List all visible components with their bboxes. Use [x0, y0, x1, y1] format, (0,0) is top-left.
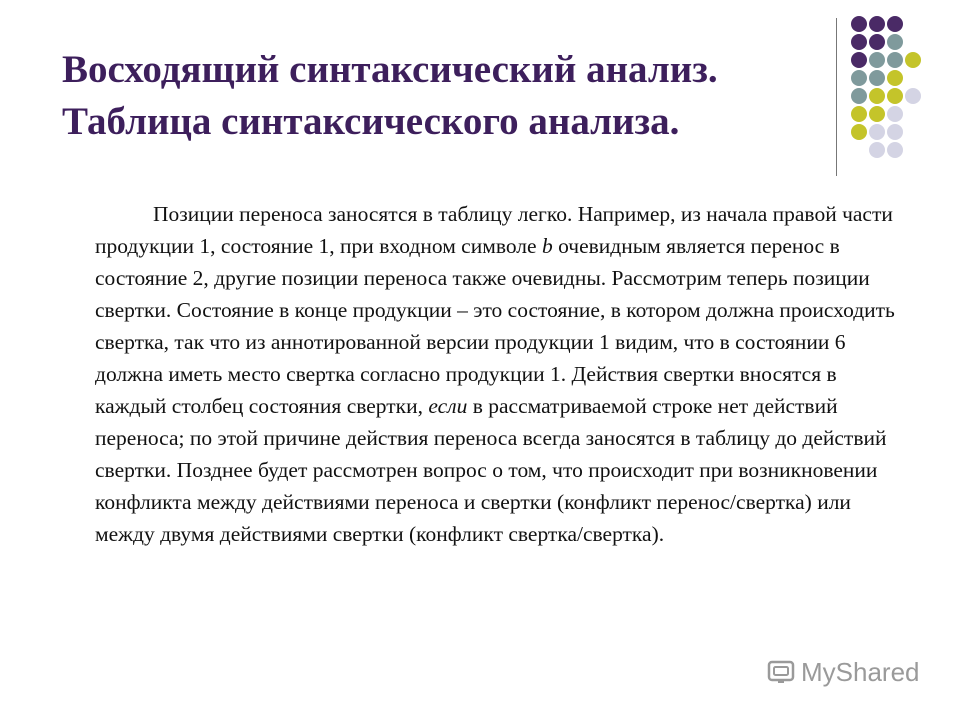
- decor-dot: [887, 142, 903, 158]
- decor-dot: [851, 34, 867, 50]
- decor-dot: [887, 16, 903, 32]
- body-part-3: в рассматриваемой строке нет действий переноса; по этой причине действия переноса всегда заносятся в таблицу до действий свертки. Позднее будет рассмотрен вопрос о том, что происходит при возникновении конфликта между действиями переноса и свертки (конфликт перенос/свертка) или между двумя действиями свертки (конфликт свертка/свертка).: [95, 394, 887, 546]
- slide-title-line-2: Таблица синтаксического анализа.: [62, 100, 680, 143]
- decor-dot: [887, 88, 903, 104]
- decor-dot: [887, 124, 903, 140]
- decor-dot: [869, 34, 885, 50]
- decor-dot: [887, 70, 903, 86]
- decor-dot: [887, 52, 903, 68]
- decor-dot: [851, 16, 867, 32]
- watermark: [767, 655, 920, 689]
- decor-dot: [869, 106, 885, 122]
- decorative-divider: [836, 18, 837, 176]
- body-part-1: Позиции переноса заносятся в таблицу легко. Например, из начала правой части продукции 1, состояние 1, при входном символе: [95, 202, 893, 258]
- decor-dot: [851, 52, 867, 68]
- decor-dot: [851, 124, 867, 140]
- decor-dot: [869, 70, 885, 86]
- decor-dot: [887, 106, 903, 122]
- decor-dot: [869, 88, 885, 104]
- myshared-logo-icon: [767, 658, 795, 686]
- word-if: если: [428, 394, 468, 418]
- decor-dot: [851, 88, 867, 104]
- slide-title: [62, 44, 802, 148]
- watermark-text: MyShared: [801, 656, 920, 687]
- decor-dot: [887, 34, 903, 50]
- decor-dot: [869, 124, 885, 140]
- decor-dot: [869, 142, 885, 158]
- decor-dot: [905, 52, 921, 68]
- decor-dot: [851, 70, 867, 86]
- body-part-2: очевидным является перенос в состояние 2, другие позиции переноса также очевидны. Рассмотрим теперь позиции свертки. Состояние в конце продукции – это состояние, в котором должна происходить свертка, так что из аннотированной версии продукции 1 видим, что в состоянии 6 должна иметь место свертка согласно продукции 1. Действия свертки вносятся в каждый столбец состояния свертки,: [95, 234, 895, 418]
- decor-dot: [869, 52, 885, 68]
- slide-body-text: [95, 198, 905, 550]
- symbol-b: b: [541, 234, 553, 258]
- slide-title-line-1: Восходящий синтаксический анализ.: [62, 48, 718, 91]
- decor-dot: [905, 88, 921, 104]
- decor-dot: [851, 106, 867, 122]
- decor-dot: [869, 16, 885, 32]
